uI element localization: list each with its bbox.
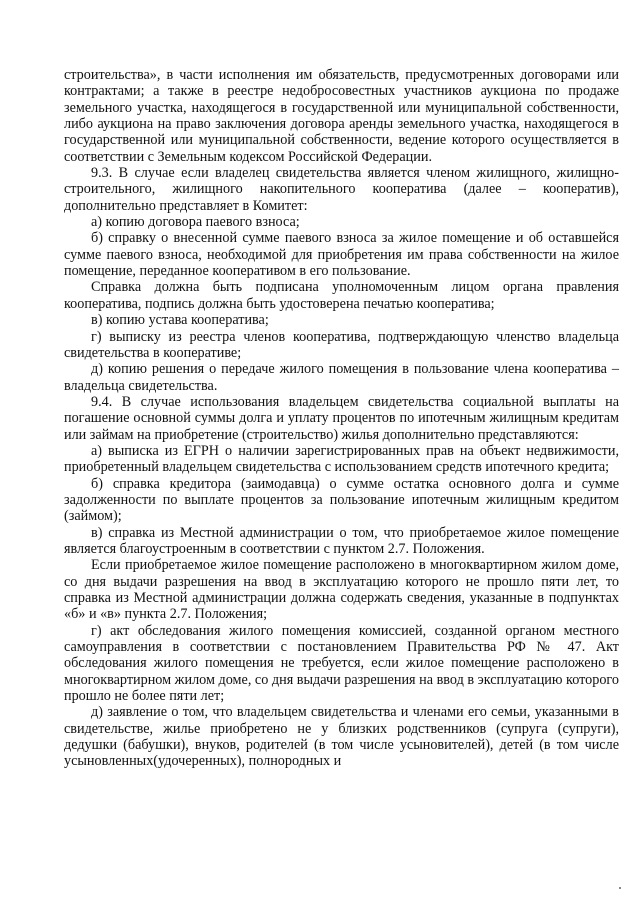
paragraph-9-3-a: а) копию договора паевого взноса; — [91, 214, 300, 231]
paragraph-9-3-v: в) копию устава кооператива; — [91, 312, 269, 329]
paragraph-9-3-g: г) выписку из реестра членов кооператива, подтверждающую членство владельца свидетельства в кооперативе; — [64, 328, 619, 361]
paragraph-9-3: 9.3. В случае если владелец свидетельства является членом жилищного, жилищно-строительного, жилищного накопительного кооператива (далее – кооператив), дополнительно представляет в Комитет: — [64, 165, 619, 214]
paragraph-9-3-b: б) справку о внесенной сумме паевого взноса за жилое помещение и об оставшейся сумме паевого взноса, необходимой для приобретения им права собственности на жилое помещение, переданное кооперативом в его пользование. — [64, 230, 619, 280]
paragraph-certificate-signature: Справка должна быть подписана уполномоченным лицом органа правления кооператива, подпись должна быть удостоверена печатью кооператива; — [64, 279, 619, 312]
paragraph-9-3-d: д) копию решения о передаче жилого помещения в пользование члена кооператива – владельца свидетельства. — [64, 361, 619, 394]
paragraph-apartment-building: Если приобретаемое жилое помещение расположено в многоквартирном жилом доме, со дня выдачи разрешения на ввод в эксплуатацию которого не прошло пяти лет, то справка из Местной администрации должна содержать сведения, указанные в подпунктах «б» и «в» пункта 2.7. Положения; — [64, 557, 619, 623]
paragraph-continuation: строительства», в части исполнения им обязательств, предусмотренных договорами или контрактами; а также в реестре недобросовестных участников аукциона по продаже земельного участка, находящегося в государственной или муниципальной собственности, либо аукциона на право заключения договора аренды земельного участка, находящегося в государственной или муниципальной собственности, ведение которого осуществляется в соответствии с Земельным кодексом Российской Федерации. — [64, 67, 619, 165]
paragraph-9-4-g: г) акт обследования жилого помещения комиссией, созданной органом местного самоуправления в соответствии с постановлением Правительства РФ № 47. Акт обследования жилого помещения не требуется, если жилое помещение расположено в многоквартирном жилом доме, со дня выдачи разрешения на ввод в эксплуатацию которого прошло не более пяти лет; — [64, 622, 619, 705]
paragraph-9-4-b: б) справка кредитора (заимодавца) о сумме остатка основного долга и сумме задолженности по выплате процентов за пользование ипотечным жилищным кредитом (займом); — [64, 475, 619, 525]
paragraph-9-4: 9.4. В случае использования владельцем свидетельства социальной выплаты на погашение основной суммы долга и уплату процентов по ипотечным жилищным кредитам или займам на приобретение (строительство) жилья дополнительно представляются: — [64, 393, 619, 443]
paragraph-9-4-d: д) заявление о том, что владельцем свидетельства и членами его семьи, указанными в свидетельстве, жилье приобретено не у близких родственников (супруга (супруги), дедушки (бабушки), внуков, родителей (в том числе усыновителей), детей (в том числе усыновленных(удочеренных), полнородных и — [64, 704, 619, 770]
scan-speck — [619, 887, 621, 889]
paragraph-9-4-a: а) выписка из ЕГРН о наличии зарегистрированных прав на объект недвижимости, приобретенный владельцем свидетельства с использованием средств ипотечного кредита; — [64, 442, 619, 476]
paragraph-9-4-v: в) справка из Местной администрации о том, что приобретаемое жилое помещение является благоустроенным в соответствии с пунктом 2.7. Положения. — [64, 524, 619, 557]
document-body — [64, 67, 619, 770]
